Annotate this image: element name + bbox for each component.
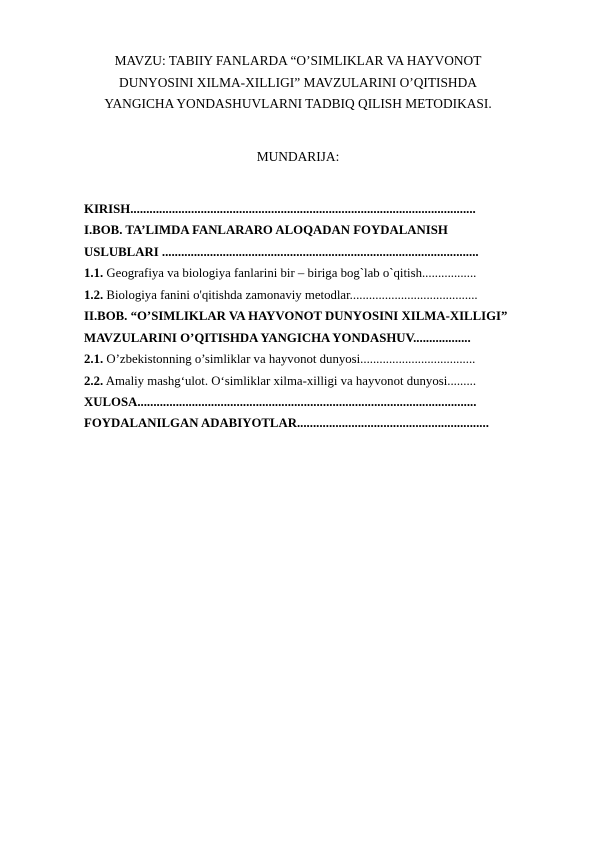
toc-entry-2-2	[84, 371, 564, 392]
document-title	[60, 50, 536, 115]
toc-entry-1-1	[84, 263, 564, 284]
title-line-1: MAVZU: TABIIY FANLARDA “O’SIMLIKLAR VA HAYVONOT	[114, 53, 482, 68]
toc-entry-text: O’zbekistonning o’simliklar va hayvonot dunyosi....................................	[103, 352, 476, 367]
toc-entry-number: 1.1.	[84, 266, 104, 281]
toc-entry-text: Biologiya fanini o'qitishda zamonaviy metodlar........................................	[103, 287, 478, 302]
toc-entry-text: Amaliy mashg‘ulot. O‘simliklar xilma-xilligi va hayvonot dunyosi.........	[103, 373, 477, 388]
toc-entry-adabiyotlar: FOYDALANILGAN ADABIYOTLAR............................................................	[84, 416, 489, 431]
title-line-3: YANGICHA YONDASHUVLARNI TADBIQ QILISH METODIKASI.	[104, 96, 492, 111]
toc-entry-number: 1.2.	[84, 287, 104, 302]
toc-entry-1-2	[84, 285, 564, 306]
toc-entry-2-1	[84, 349, 564, 370]
toc-entry-kirish: KIRISH............................................................................................................	[84, 202, 476, 216]
title-line-2: DUNYOSINI XILMA-XILLIGI” MAVZULARINI O’QITISHDA	[119, 74, 477, 90]
toc-heading: MUNDARIJA:	[256, 149, 340, 164]
table-of-contents	[84, 199, 564, 435]
toc-entry-text: Geografiya va biologiya fanlarini bir – biriga bog`lab o`qitish.................	[103, 266, 477, 281]
toc-entry-chapter-2-cont: MAVZULARINI O’QITISHDA YANGICHA YONDASHUV..................	[84, 330, 471, 345]
toc-entry-chapter-1: I.BOB. TA’LIMDA FANLARARO ALOQADAN FOYDALANISH	[84, 223, 448, 238]
toc-entry-number: 2.1.	[84, 352, 104, 367]
toc-entry-chapter-2: II.BOB. “O’SIMLIKLAR VA HAYVONOT DUNYOSINI XILMA-XILLIGI”	[84, 309, 508, 324]
toc-entry-number: 2.2.	[84, 373, 104, 388]
toc-entry-xulosa: XULOSA..........................................................................................................	[84, 394, 477, 409]
toc-entry-chapter-1-cont: USLUBLARI ...................................................................................................	[84, 244, 479, 259]
